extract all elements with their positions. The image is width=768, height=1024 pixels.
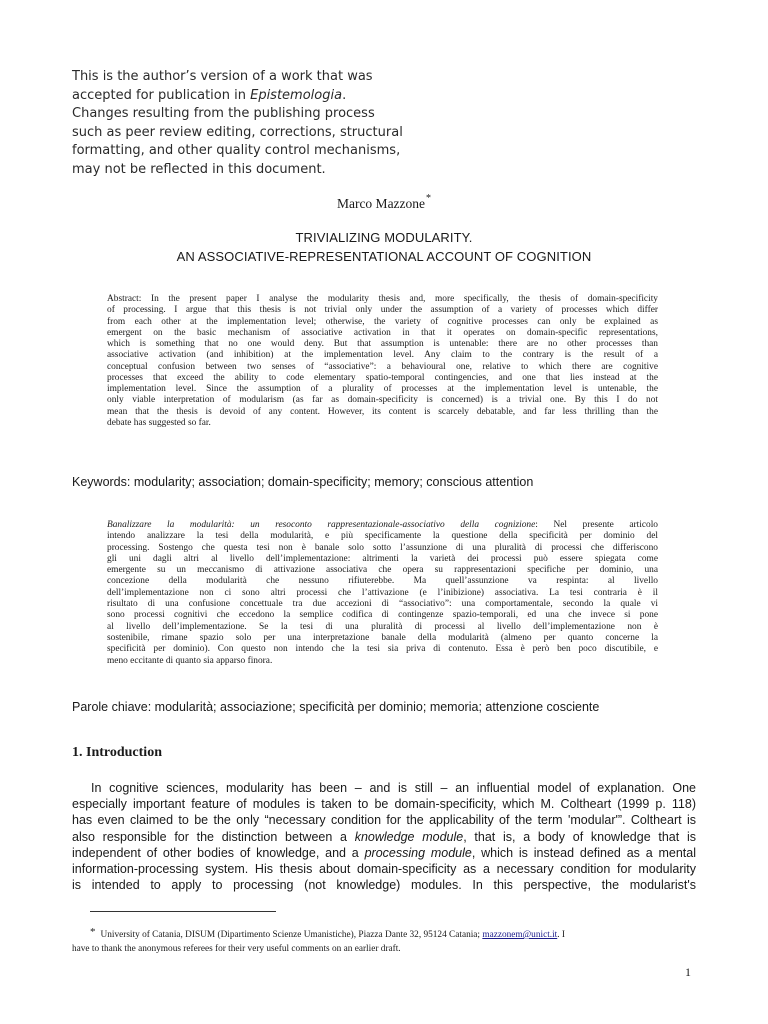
riassunto-line: meno eccitante di quanto sia apparso finora. [107, 655, 273, 666]
riassunto-line [107, 520, 658, 531]
body-text: independent of other bodies of knowledge, and a [72, 845, 365, 860]
abstract-line: implementation level. Since the assumption of a plurality of processes at the implementation level is untenable, the [107, 384, 658, 394]
footnote-line: have to thank the anonymous referees for their very useful comments on an earlier draft. [72, 944, 401, 954]
riassunto-line: processing. Sostengo che questa tesi non è banale solo sotto l’assunzione di una pluralità di processi che differiscono [107, 542, 658, 553]
riassunto-line: specificità per dominio). Con questo non intendo che la tesi sia priva di contenuto. Essa è però ben poco discutibile, e [107, 644, 658, 655]
body-text: also responsible for the distinction between a [72, 829, 355, 844]
author-version-note [72, 68, 452, 179]
body-line: information-processing system. His thesis about domain-specificity as a necessary condition for modularity [72, 862, 696, 877]
emphasis-term: knowledge module [354, 829, 464, 844]
footnote-text: University of Catania, DISUM (Dipartimento Scienze Umanistiche), Piazza Dante 32, 95124 Catania; [100, 930, 483, 940]
riassunto-line: concezione della modularità che nessuno rifiuterebbe. Ma quell’assunzione va respinta: al livello [107, 576, 658, 587]
riassunto-title: Banalizzare la modularità: un resoconto rappresentazionale-associativo della cognizione [107, 520, 536, 530]
riassunto-line: dell’implementazione non ci sono altri processi che l’attivazione (e l’inibizione) associativa. La tesi contraria è il [107, 587, 658, 598]
abstract-line: from each other at the implementation level; otherwise, the variety of cognitive processes can only be explained as [107, 316, 658, 327]
note-line: formatting, and other quality control mechanisms, [72, 143, 401, 158]
page-number: 1 [685, 965, 691, 979]
author-name: Marco Mazzone [336, 196, 426, 211]
footnote-line [72, 925, 696, 942]
author-footnote-marker[interactable]: * [426, 193, 432, 204]
journal-name: Epistemologia [250, 87, 343, 103]
emphasis-term: processing module [364, 845, 472, 860]
riassunto-line: risultato di una confusione concettuale tra due accezioni di “associativo”: una comportamentale, secondo la quale vi [107, 599, 658, 610]
body-paragraph [72, 780, 696, 893]
email-link[interactable]: mazzonem@unict.it [482, 930, 558, 940]
italian-abstract [107, 520, 658, 667]
abstract-line: conceptual confusion between two senses of “associative”: a behavioural one, relative to which there are cognitive [107, 361, 658, 372]
footnote-marker: * [90, 926, 96, 938]
footnote-divider [90, 911, 276, 912]
body-line: is intended to apply to processing (not knowledge) modules. In this perspective, the modularist's [72, 878, 696, 893]
footnote [72, 925, 696, 956]
note-line [72, 87, 452, 106]
riassunto-line: gli uni dagli altri al livello dell’implementazione: altrimenti la varietà dei processi può essere spiegata come [107, 553, 658, 564]
abstract-line: only viable interpretation of modularism (as far as domain-specificity is concerned) is a trivial one. By this I do not [107, 395, 658, 406]
title-line-2: AN ASSOCIATIVE-REPRESENTATIONAL ACCOUNT OF COGNITION [176, 248, 592, 264]
body-line: especially important feature of modules is taken to be domain-specificity, which M. Coltheart (1999 p. 118) [72, 797, 696, 812]
section-heading: 1. Introduction [72, 745, 162, 760]
riassunto-line: al livello dell’implementazione. Se la tesi di una pluralità di processi al livello dell’implementazione non è [107, 621, 658, 632]
riassunto-line: sono processi cognitivi che eccedono la semplice codifica di contingenze spazio-temporali, ed una che invece si pone [107, 610, 658, 621]
body-line: In cognitive sciences, modularity has been – and is still – an influential model of explanation. One [91, 781, 696, 795]
footnote-text: . I [557, 930, 566, 940]
riassunto-line: emergente su un meccanismo di attivazione associativa che opera su rappresentazioni specifiche per dominio, una [107, 565, 658, 576]
note-line: This is the author’s version of a work that was [72, 69, 373, 84]
author-byline [0, 193, 768, 212]
body-line [72, 845, 696, 861]
note-text: accepted for publication in [72, 87, 251, 103]
abstract-line: which is something that no one would deny. But that assumption is untenable: there are no other processes than [107, 339, 658, 349]
title-line-1: TRIVIALIZING MODULARITY. [295, 230, 473, 245]
abstract-line: mean that the thesis is devoid of any content. However, its content is scarcely debatable, and far less thrilling than the [107, 406, 658, 417]
parole-chiave: Parole chiave: modularità; associazione; specificità per dominio; memoria; attenzione cosciente [72, 700, 600, 714]
riassunto-line: sostenibile, rimane spazio solo per una interpretazione banale della modularità (almeno per quanto concerne la [107, 632, 658, 643]
body-text: , that is, a body of knowledge that is [463, 829, 696, 844]
note-line: such as peer review editing, corrections, structural [72, 124, 403, 140]
note-text: . [342, 87, 347, 103]
abstract [107, 294, 658, 429]
body-line: has even claimed to be the only “necessary condition for the applicability of the term 'modular'”. Coltheart is [72, 813, 696, 828]
abstract-line: of processing. I argue that this thesis is not trivial only under the assumption of a variety of processes which differ [107, 305, 658, 316]
keywords: Keywords: modularity; association; domain-specificity; memory; conscious attention [72, 475, 534, 489]
riassunto-text: : Nel presente articolo [535, 520, 658, 530]
body-line [72, 829, 696, 845]
riassunto-line: intendo analizzare la tesi della modularità, e più specificamente la questione della specificità per dominio del [107, 531, 658, 542]
abstract-line: processes that exceed the ability to code elementary spatio-temporal contingencies, and one that lies instead at the [107, 372, 658, 383]
abstract-line: associative activation (and inhibition) at the implementation level. Any claim to the contrary is the result of a [107, 350, 658, 361]
body-text: , which is instead defined as a mental [471, 845, 697, 860]
note-line: Changes resulting from the publishing process [72, 106, 375, 121]
paper-title [0, 229, 768, 266]
abstract-line: emergent on the basic mechanism of associative activation in that it operates on domain-specific representations, [107, 327, 658, 338]
abstract-line: debate has suggested so far. [107, 417, 211, 428]
note-line: may not be reflected in this document. [72, 161, 326, 177]
abstract-line: Abstract: In the present paper I analyse the modularity thesis and, more specifically, the thesis of domain-specificity [107, 294, 658, 304]
